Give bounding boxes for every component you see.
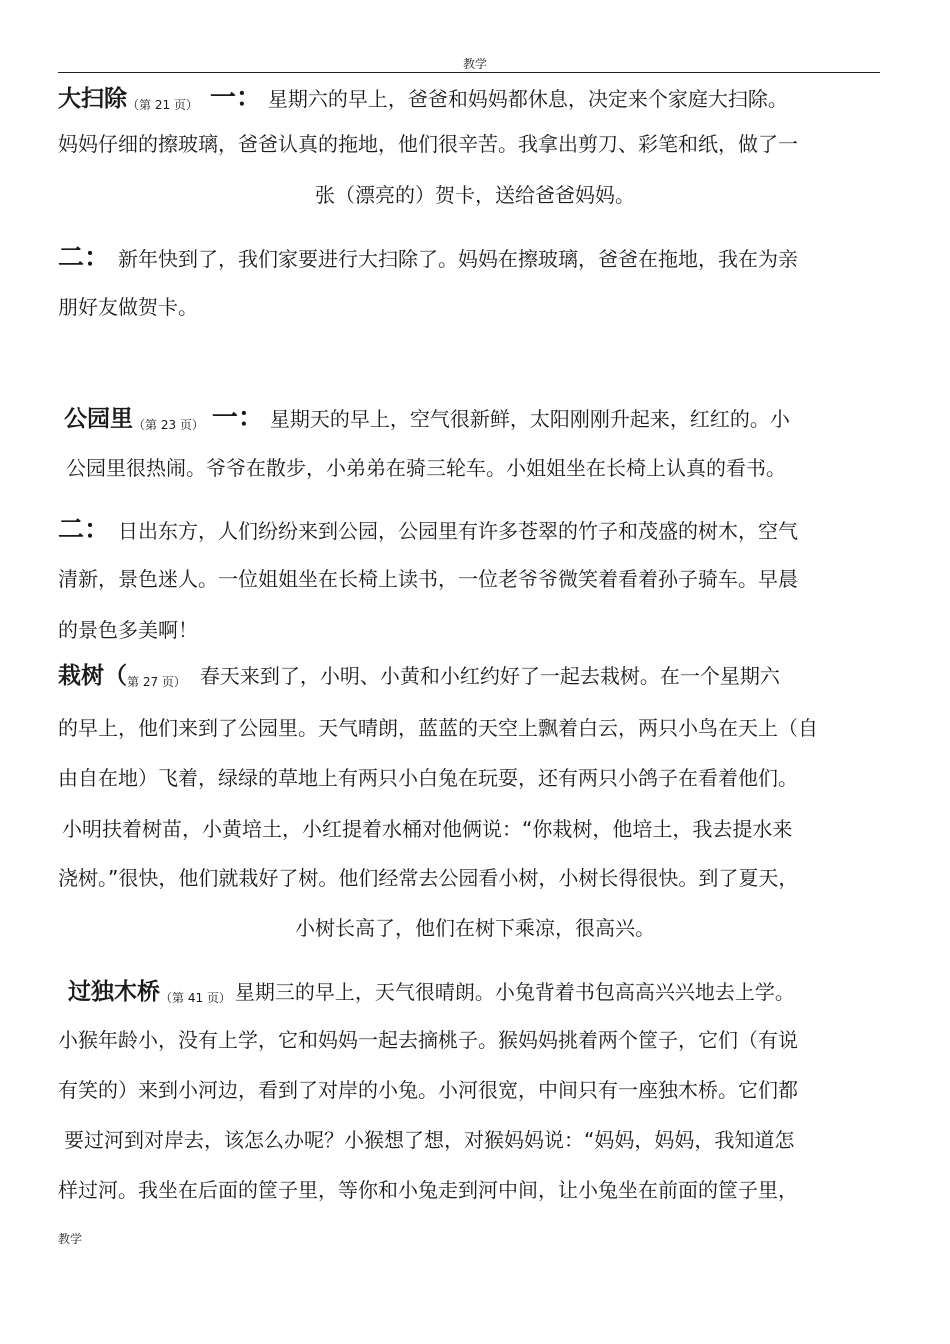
text-line: 星期天的早上，空气很新鲜，太阳刚刚升起来，红红的。小	[269, 407, 790, 431]
text-line: 小明扶着树苗，小黄培土，小红提着水桶对他俩说：“你栽树，他培土，我去提水来	[62, 817, 793, 841]
section-title-line	[58, 83, 788, 117]
text-line	[58, 243, 799, 273]
text-line: 星期六的早上，爸爸和妈妈都休息，决定来个家庭大扫除。	[267, 87, 788, 111]
text-line: 朋好友做贺卡。	[58, 295, 198, 319]
text-line: 样过河。我坐在后面的筐子里，等你和小兔走到河中间，让小兔坐在前面的筐子里，	[58, 1178, 798, 1202]
text-line: 要过河到对岸去，该怎么办呢？小猴想了想，对猴妈妈说：“妈妈，妈妈，我知道怎	[64, 1128, 795, 1152]
page-reference: （第 41 页）	[160, 991, 231, 1005]
text-line: 日出东方，人们纷纷来到公园，公园里有许多苍翠的竹子和茂盛的树木，空气	[118, 519, 799, 543]
section-title-line	[58, 664, 780, 694]
section-title-line	[68, 980, 795, 1010]
section-title: 过独木桥	[68, 979, 160, 1005]
page-reference: （第 21 页）	[127, 98, 198, 112]
page-reference: （第 23 页）	[133, 418, 204, 432]
text-line: 新年快到了，我们家要进行大扫除了。妈妈在擦玻璃，爸爸在拖地，我在为亲	[118, 247, 799, 271]
header-rule	[58, 72, 880, 73]
section-title: 公园里	[64, 406, 133, 432]
text-line	[58, 515, 799, 545]
part-marker: 一：	[209, 83, 262, 113]
part-marker: 二：	[58, 243, 111, 273]
text-line: 春天来到了，小明、小黄和小红约好了一起去栽树。在一个星期六	[199, 664, 780, 688]
part-marker: 二：	[58, 515, 111, 545]
text-line: 张（漂亮的）贺卡，送给爸爸妈妈。	[315, 183, 635, 207]
text-line: 清新，景色迷人。一位姐姐坐在长椅上读书，一位老爷爷微笑着看着孙子骑车。早晨	[58, 567, 798, 591]
section-title-line	[64, 403, 790, 437]
text-line: 妈妈仔细的擦玻璃，爸爸认真的拖地，他们很辛苦。我拿出剪刀、彩笔和纸，做了一	[58, 132, 798, 156]
part-marker: 一：	[211, 403, 264, 433]
section-title: 栽树（	[58, 663, 127, 689]
text-line: 小树长高了，他们在树下乘凉，很高兴。	[295, 916, 655, 940]
text-line: 小猴年龄小，没有上学，它和妈妈一起去摘桃子。猴妈妈挑着两个筐子，它们（有说	[58, 1028, 798, 1052]
text-line: 公园里很热闹。爷爷在散步，小弟弟在骑三轮车。小姐姐坐在长椅上认真的看书。	[66, 456, 786, 480]
text-line: 星期三的早上，天气很晴朗。小兔背着书包高高兴兴地去上学。	[234, 980, 795, 1004]
text-line: 有笑的）来到小河边，看到了对岸的小兔。小河很宽，中间只有一座独木桥。它们都	[58, 1078, 798, 1102]
text-line: 的景色多美啊！	[58, 618, 198, 642]
text-line: 的早上，他们来到了公园里。天气晴朗，蓝蓝的天空上飘着白云，两只小鸟在天上（自	[58, 716, 818, 740]
page-footer-label: 教学	[58, 1232, 83, 1246]
section-title: 大扫除	[58, 86, 127, 112]
page-reference: 第 27 页）	[127, 675, 186, 689]
text-line: 由自在地）飞着，绿绿的草地上有两只小白兔在玩耍，还有两只小鸽子在看着他们。	[58, 766, 798, 790]
text-line: 浇树。”很快，他们就栽好了树。他们经常去公园看小树，小树长得很快。到了夏天，	[58, 866, 799, 890]
page-header-label: 教学	[462, 57, 487, 71]
